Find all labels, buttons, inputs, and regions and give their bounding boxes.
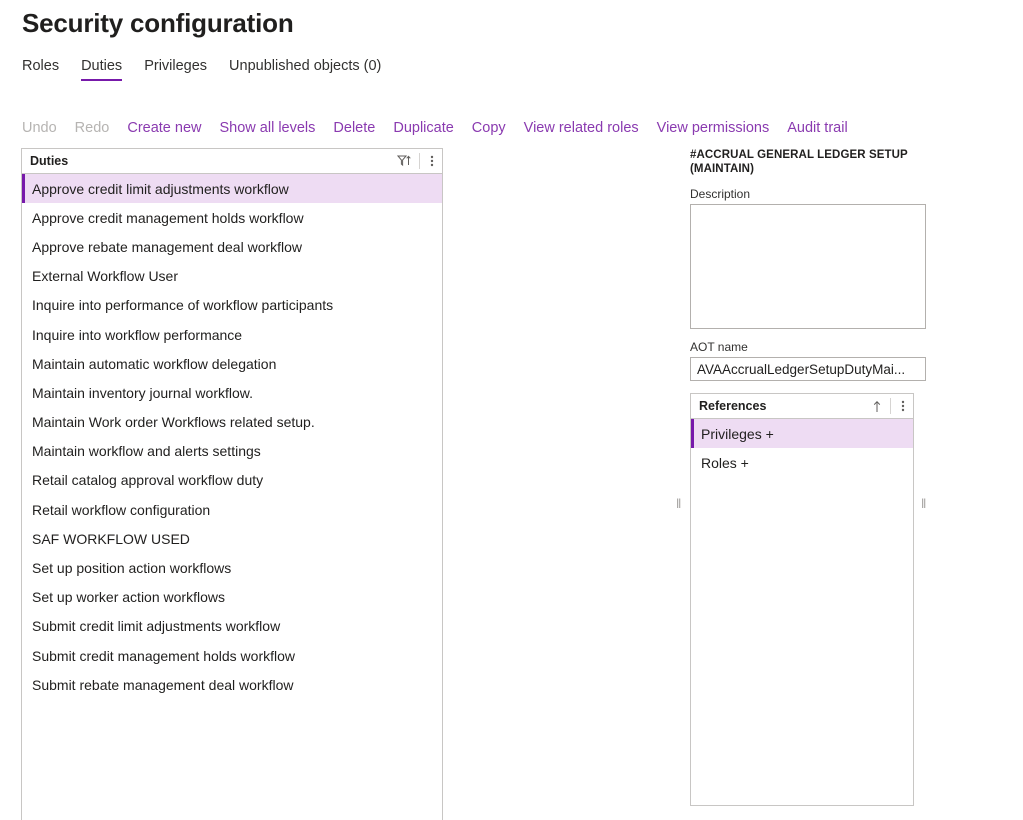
duty-name: Inquire into workflow performance (32, 326, 243, 343)
table-row[interactable] (22, 553, 442, 582)
audit-trail-button[interactable]: Audit trail (787, 120, 848, 136)
duty-name: Approve credit limit adjustments workflow (32, 180, 289, 197)
sort-ascending-icon[interactable] (872, 400, 882, 413)
header-divider (890, 398, 891, 414)
description-field[interactable] (690, 204, 926, 329)
tab-duties-label: Duties (81, 58, 123, 74)
table-row[interactable] (22, 349, 442, 378)
duty-name: Approve credit management holds workflow (32, 209, 304, 226)
references-grid (690, 393, 914, 806)
command-bar (22, 120, 848, 136)
duty-name: Inquire into performance of workflow participants (32, 297, 334, 314)
tab-privileges[interactable] (144, 56, 207, 81)
list-item[interactable] (691, 448, 913, 477)
header-divider (419, 153, 420, 169)
detail-pane (690, 148, 926, 806)
duty-name: Maintain workflow and alerts settings (32, 443, 261, 460)
table-row[interactable] (22, 466, 442, 495)
duty-name: External Workflow User (32, 268, 179, 285)
more-options-icon[interactable] (430, 154, 434, 168)
duty-name: Retail workflow configuration (32, 501, 211, 518)
list-item[interactable] (691, 419, 913, 448)
detail-title-line2: (MAINTAIN) (690, 163, 755, 175)
duty-name: Retail catalog approval workflow duty (32, 472, 264, 489)
duty-name: Submit rebate management deal workflow (32, 676, 294, 693)
duty-name: Submit credit limit adjustments workflow (32, 618, 281, 635)
aot-name-label: AOT name (690, 340, 748, 354)
table-row[interactable] (22, 174, 442, 203)
duty-name: Maintain automatic workflow delegation (32, 355, 277, 372)
redo-button[interactable]: Redo (74, 120, 110, 136)
table-row[interactable] (22, 612, 442, 641)
duties-column-header: Duties (30, 154, 69, 168)
view-permissions-button[interactable]: View permissions (656, 120, 770, 136)
tab-unpublished-objects[interactable] (229, 56, 381, 81)
table-row[interactable] (22, 232, 442, 261)
undo-button[interactable]: Undo (22, 120, 57, 136)
table-row[interactable] (22, 583, 442, 612)
show-all-levels-button[interactable]: Show all levels (219, 120, 316, 136)
table-row[interactable] (22, 495, 442, 524)
duty-name: Set up position action workflows (32, 560, 232, 577)
tab-unpublished-objects-label: Unpublished objects (0) (229, 58, 382, 74)
tab-privileges-label: Privileges (144, 58, 208, 74)
view-related-roles-button[interactable]: View related roles (523, 120, 639, 136)
delete-button[interactable]: Delete (333, 120, 376, 136)
duty-name: SAF WORKFLOW USED (32, 530, 190, 547)
duty-name: Submit credit management holds workflow (32, 647, 296, 664)
right-splitter-handle[interactable]: ‖ (921, 496, 926, 511)
reference-name: Privileges + (701, 425, 774, 442)
duty-name: Approve rebate management deal workflow (32, 238, 303, 255)
description-label: Description (690, 187, 751, 201)
duty-name: Set up worker action workflows (32, 589, 225, 606)
table-row[interactable] (22, 262, 442, 291)
duties-grid (21, 148, 443, 820)
table-row[interactable] (22, 437, 442, 466)
table-row[interactable] (22, 378, 442, 407)
detail-title-line1: #ACCRUAL GENERAL LEDGER SETUP (690, 149, 908, 161)
reference-name: Roles + (701, 454, 749, 471)
left-splitter-handle[interactable]: ‖ (676, 496, 681, 511)
table-row[interactable] (22, 670, 442, 699)
tab-duties[interactable] (81, 56, 122, 81)
duty-name: Maintain inventory journal workflow. (32, 384, 253, 401)
create-new-button[interactable]: Create new (127, 120, 202, 136)
duties-grid-header (22, 149, 442, 174)
table-row[interactable] (22, 408, 442, 437)
tab-roles-label: Roles (22, 58, 60, 74)
duty-name: Maintain Work order Workflows related setup. (32, 414, 315, 431)
table-row[interactable] (22, 320, 442, 349)
table-row[interactable] (22, 291, 442, 320)
copy-button[interactable]: Copy (471, 120, 506, 136)
tab-roles[interactable] (22, 56, 59, 81)
more-options-icon[interactable] (901, 399, 905, 413)
tabstrip (22, 56, 381, 81)
filter-sort-icon[interactable] (397, 155, 411, 167)
table-row[interactable] (22, 524, 442, 553)
references-column-header: References (699, 399, 767, 413)
aot-name-field[interactable] (690, 357, 926, 381)
aot-name-value: AVAAccrualLedgerSetupDutyMai... (697, 361, 906, 377)
page-title: Security configuration (22, 8, 294, 38)
table-row[interactable] (22, 203, 442, 232)
table-row[interactable] (22, 641, 442, 670)
references-grid-header (691, 394, 913, 419)
duplicate-button[interactable]: Duplicate (393, 120, 454, 136)
